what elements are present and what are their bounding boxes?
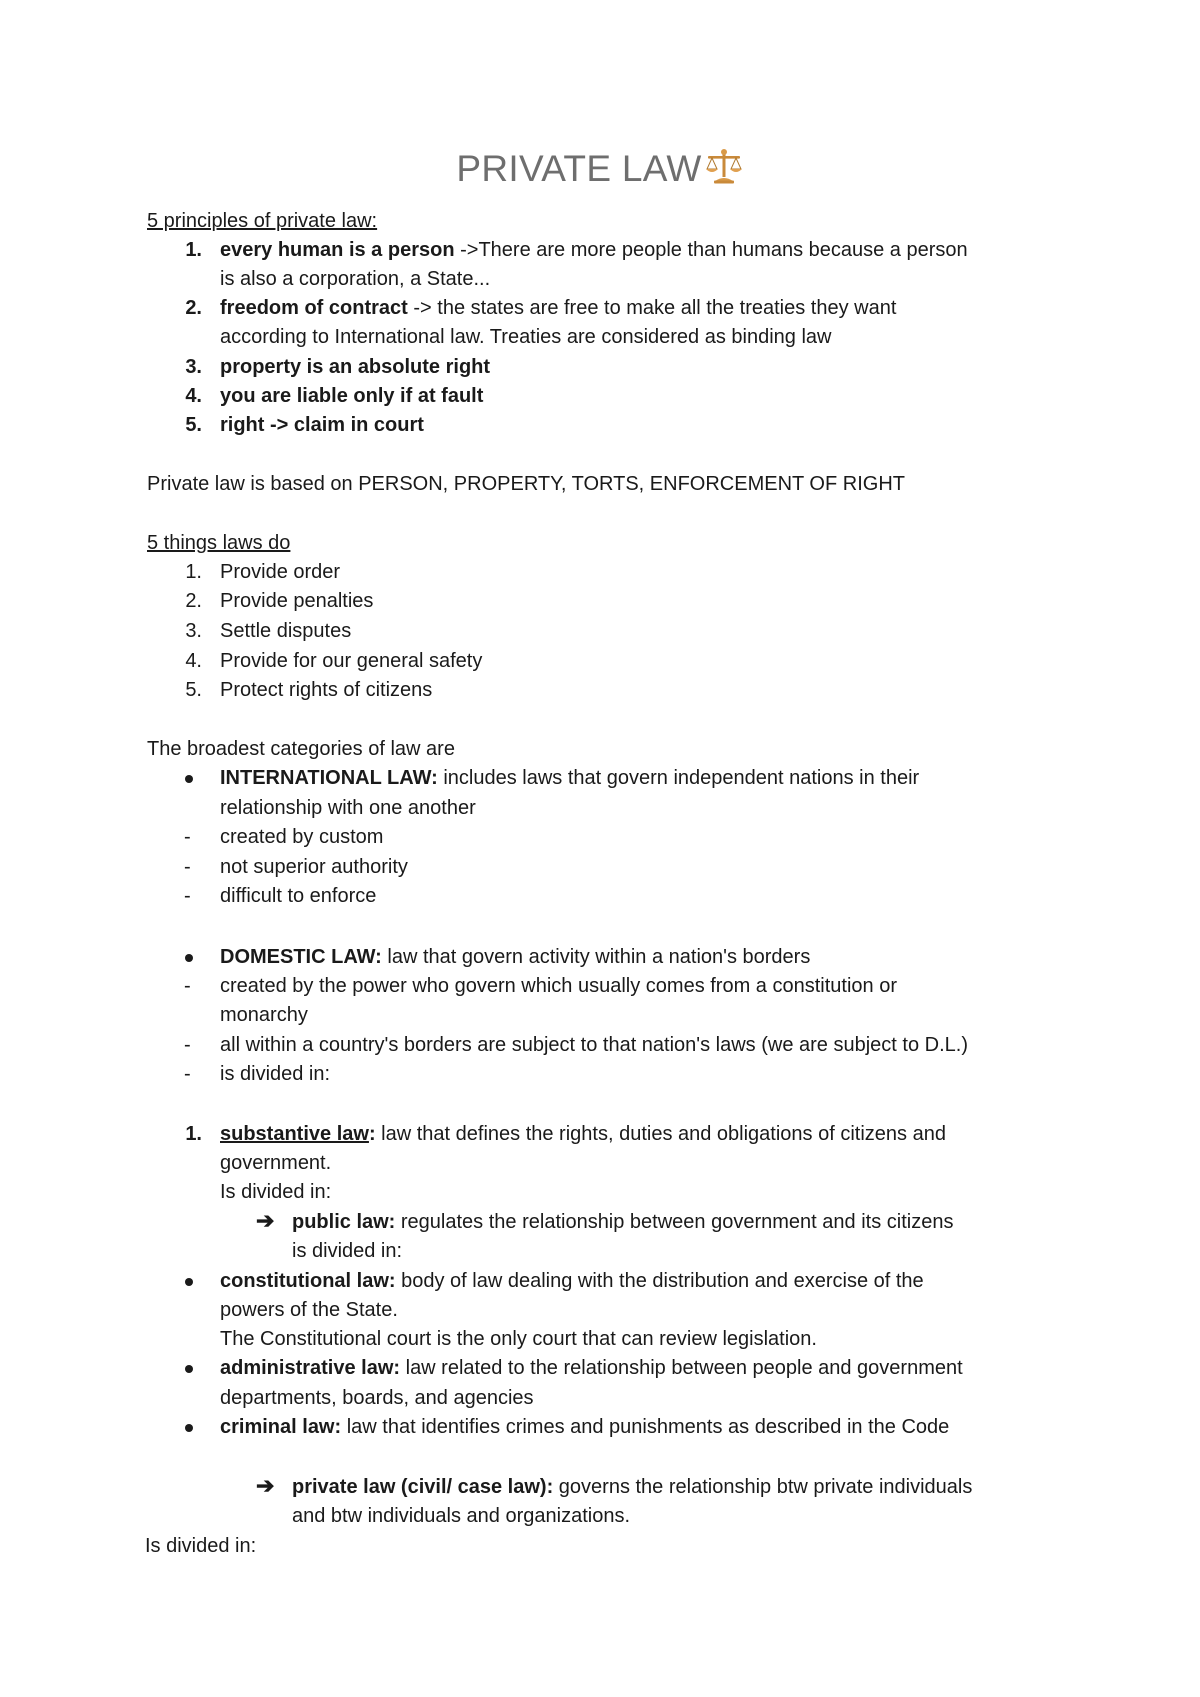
list-item: right -> claim in court — [220, 414, 424, 436]
dash-item: created by the power who govern which usually comes from a constitution or — [220, 975, 898, 997]
based-on-paragraph: Private law is based on PERSON, PROPERTY, TORTS, ENFORCEMENT OF RIGHT — [147, 473, 905, 495]
list-item-continuation: according to International law. Treaties are considered as binding law — [220, 326, 832, 348]
list-item-continuation: is also a corporation, a State... — [220, 268, 491, 290]
list-item: freedom of contract -> the states are free to make all the treaties they want — [220, 297, 897, 319]
bullet-icon — [185, 1278, 193, 1286]
dash-marker: - — [184, 975, 191, 997]
list-item-continuation: The Constitutional court is the only court that can review legislation. — [220, 1328, 817, 1350]
dash-item: all within a country's borders are subject to that nation's laws (we are subject to D.L.) — [220, 1034, 968, 1056]
list-number: 2. — [185, 590, 202, 612]
dash-marker: - — [184, 1063, 191, 1085]
international-law-item: INTERNATIONAL LAW: includes laws that govern independent nations in their — [220, 767, 920, 789]
list-item-continuation: monarchy — [220, 1004, 308, 1026]
laws-do-heading: 5 things laws do — [147, 532, 291, 554]
list-number: 2. — [185, 297, 202, 319]
list-item-continuation: departments, boards, and agencies — [220, 1387, 534, 1409]
arrow-right-icon: ➔ — [256, 1473, 275, 1498]
title-text: PRIVATE LAW — [456, 148, 702, 189]
list-item: Settle disputes — [220, 620, 352, 642]
list-item: Provide for our general safety — [220, 650, 483, 672]
arrow-right-icon: ➔ — [256, 1208, 275, 1233]
dash-item: created by custom — [220, 826, 384, 848]
list-number: 4. — [185, 385, 202, 407]
list-item: Provide order — [220, 561, 341, 583]
list-number: 4. — [185, 650, 202, 672]
list-number: 1. — [185, 239, 202, 261]
categories-intro: The broadest categories of law are — [147, 738, 455, 760]
criminal-law-item: criminal law: law that identifies crimes and punishments as described in the Code — [220, 1416, 950, 1438]
divided-in-text: Is divided in: — [220, 1181, 332, 1203]
bullet-icon — [185, 954, 193, 962]
list-number: 5. — [185, 679, 202, 701]
list-item-continuation: relationship with one another — [220, 797, 476, 819]
domestic-law-item: DOMESTIC LAW: law that govern activity within a nation's borders — [220, 946, 811, 968]
constitutional-law-item: constitutional law: body of law dealing with the distribution and exercise of the — [220, 1270, 924, 1292]
list-number: 1. — [185, 561, 202, 583]
list-item-continuation: powers of the State. — [220, 1299, 398, 1321]
administrative-law-item: administrative law: law related to the relationship between people and government — [220, 1357, 963, 1379]
list-item-continuation: is divided in: — [292, 1240, 403, 1262]
list-item-continuation: government. — [220, 1152, 332, 1174]
dash-marker: - — [184, 826, 191, 848]
final-divided-text: Is divided in: — [145, 1535, 257, 1557]
balance-scale-icon — [704, 147, 744, 185]
dash-marker: - — [184, 885, 191, 907]
list-item: Protect rights of citizens — [220, 679, 433, 701]
list-number: 3. — [185, 620, 202, 642]
list-item: Provide penalties — [220, 590, 374, 612]
dash-marker: - — [184, 856, 191, 878]
substantive-law-item: substantive law: law that defines the rights, duties and obligations of citizens and — [220, 1123, 946, 1145]
dash-marker: - — [184, 1034, 191, 1056]
list-item: you are liable only if at fault — [220, 385, 484, 407]
dash-item: is divided in: — [220, 1063, 331, 1085]
list-item-continuation: and btw individuals and organizations. — [292, 1505, 630, 1527]
bullet-icon — [185, 775, 193, 783]
list-item: every human is a person ->There are more people than humans because a person — [220, 239, 968, 261]
list-number: 1. — [185, 1123, 202, 1145]
public-law-item: public law: regulates the relationship between government and its citizens — [292, 1211, 954, 1233]
dash-item: not superior authority — [220, 856, 408, 878]
private-law-item: private law (civil/ case law): governs the relationship btw private individuals — [292, 1476, 973, 1498]
bullet-icon — [185, 1424, 193, 1432]
page-title — [0, 145, 1200, 193]
bullet-icon — [185, 1365, 193, 1373]
list-number: 3. — [185, 356, 202, 378]
list-item: property is an absolute right — [220, 356, 491, 378]
list-number: 5. — [185, 414, 202, 436]
principles-heading: 5 principles of private law: — [147, 210, 378, 232]
dash-item: difficult to enforce — [220, 885, 377, 907]
